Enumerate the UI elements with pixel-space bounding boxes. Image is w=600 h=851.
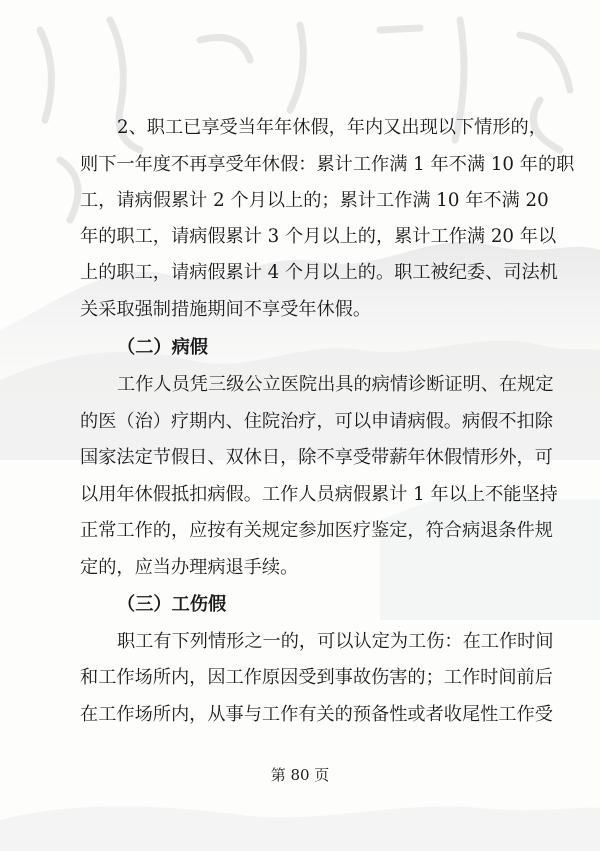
paragraph-line: 工，请病假累计 2 个月以上的；累计工作满 10 年不满 20 (80, 190, 549, 211)
paragraph-line: 国家法定节假日、双休日，除不享受带薪年休假情形外，可 (80, 447, 553, 468)
paragraph-line: 年的职工，请病假累计 3 个月以上的，累计工作满 20 年以 (80, 226, 557, 247)
paragraph-line: 关采取强制措施期间不享受年休假。 (80, 299, 372, 320)
paragraph-line: 的医（治）疗期内、住院治疗，可以申请病假。病假不扣除 (80, 411, 553, 432)
paragraph-line: 2、职工已享受当年年休假，年内又出现以下情形的， (117, 117, 547, 138)
paragraph-line: 上的职工，请病假累计 4 个月以上的。职工被纪委、司法机 (80, 262, 558, 283)
paragraph-line: 定的，应当办理病退手续。 (80, 557, 299, 578)
paragraph-line: 在工作场所内，从事与工作有关的预备性或者收尾性工作受 (80, 704, 553, 725)
paragraph-line: 和工作场所内，因工作原因受到事故伤害的；工作时间前后 (80, 667, 553, 688)
paragraph-line: 职工有下列情形之一的，可以认定为工伤：在工作时间 (117, 631, 554, 652)
section-heading-work-injury-leave: （三）工伤假 (117, 594, 227, 615)
paragraph-line: 工作人员凭三级公立医院出具的病情诊断证明、在规定 (117, 374, 554, 395)
paragraph-line: 以用年休假抵扣病假。工作人员病假累计 1 年以上不能坚持 (80, 484, 558, 505)
paragraph-line: 则下一年度不再享受年休假：累计工作满 1 年不满 10 年的职 (80, 154, 575, 175)
section-heading-sick-leave: （二）病假 (117, 337, 208, 358)
paragraph-line: 正常工作的，应按有关规定参加医疗鉴定，符合病退条件规 (80, 520, 553, 541)
page-number: 第 80 页 (270, 766, 330, 784)
